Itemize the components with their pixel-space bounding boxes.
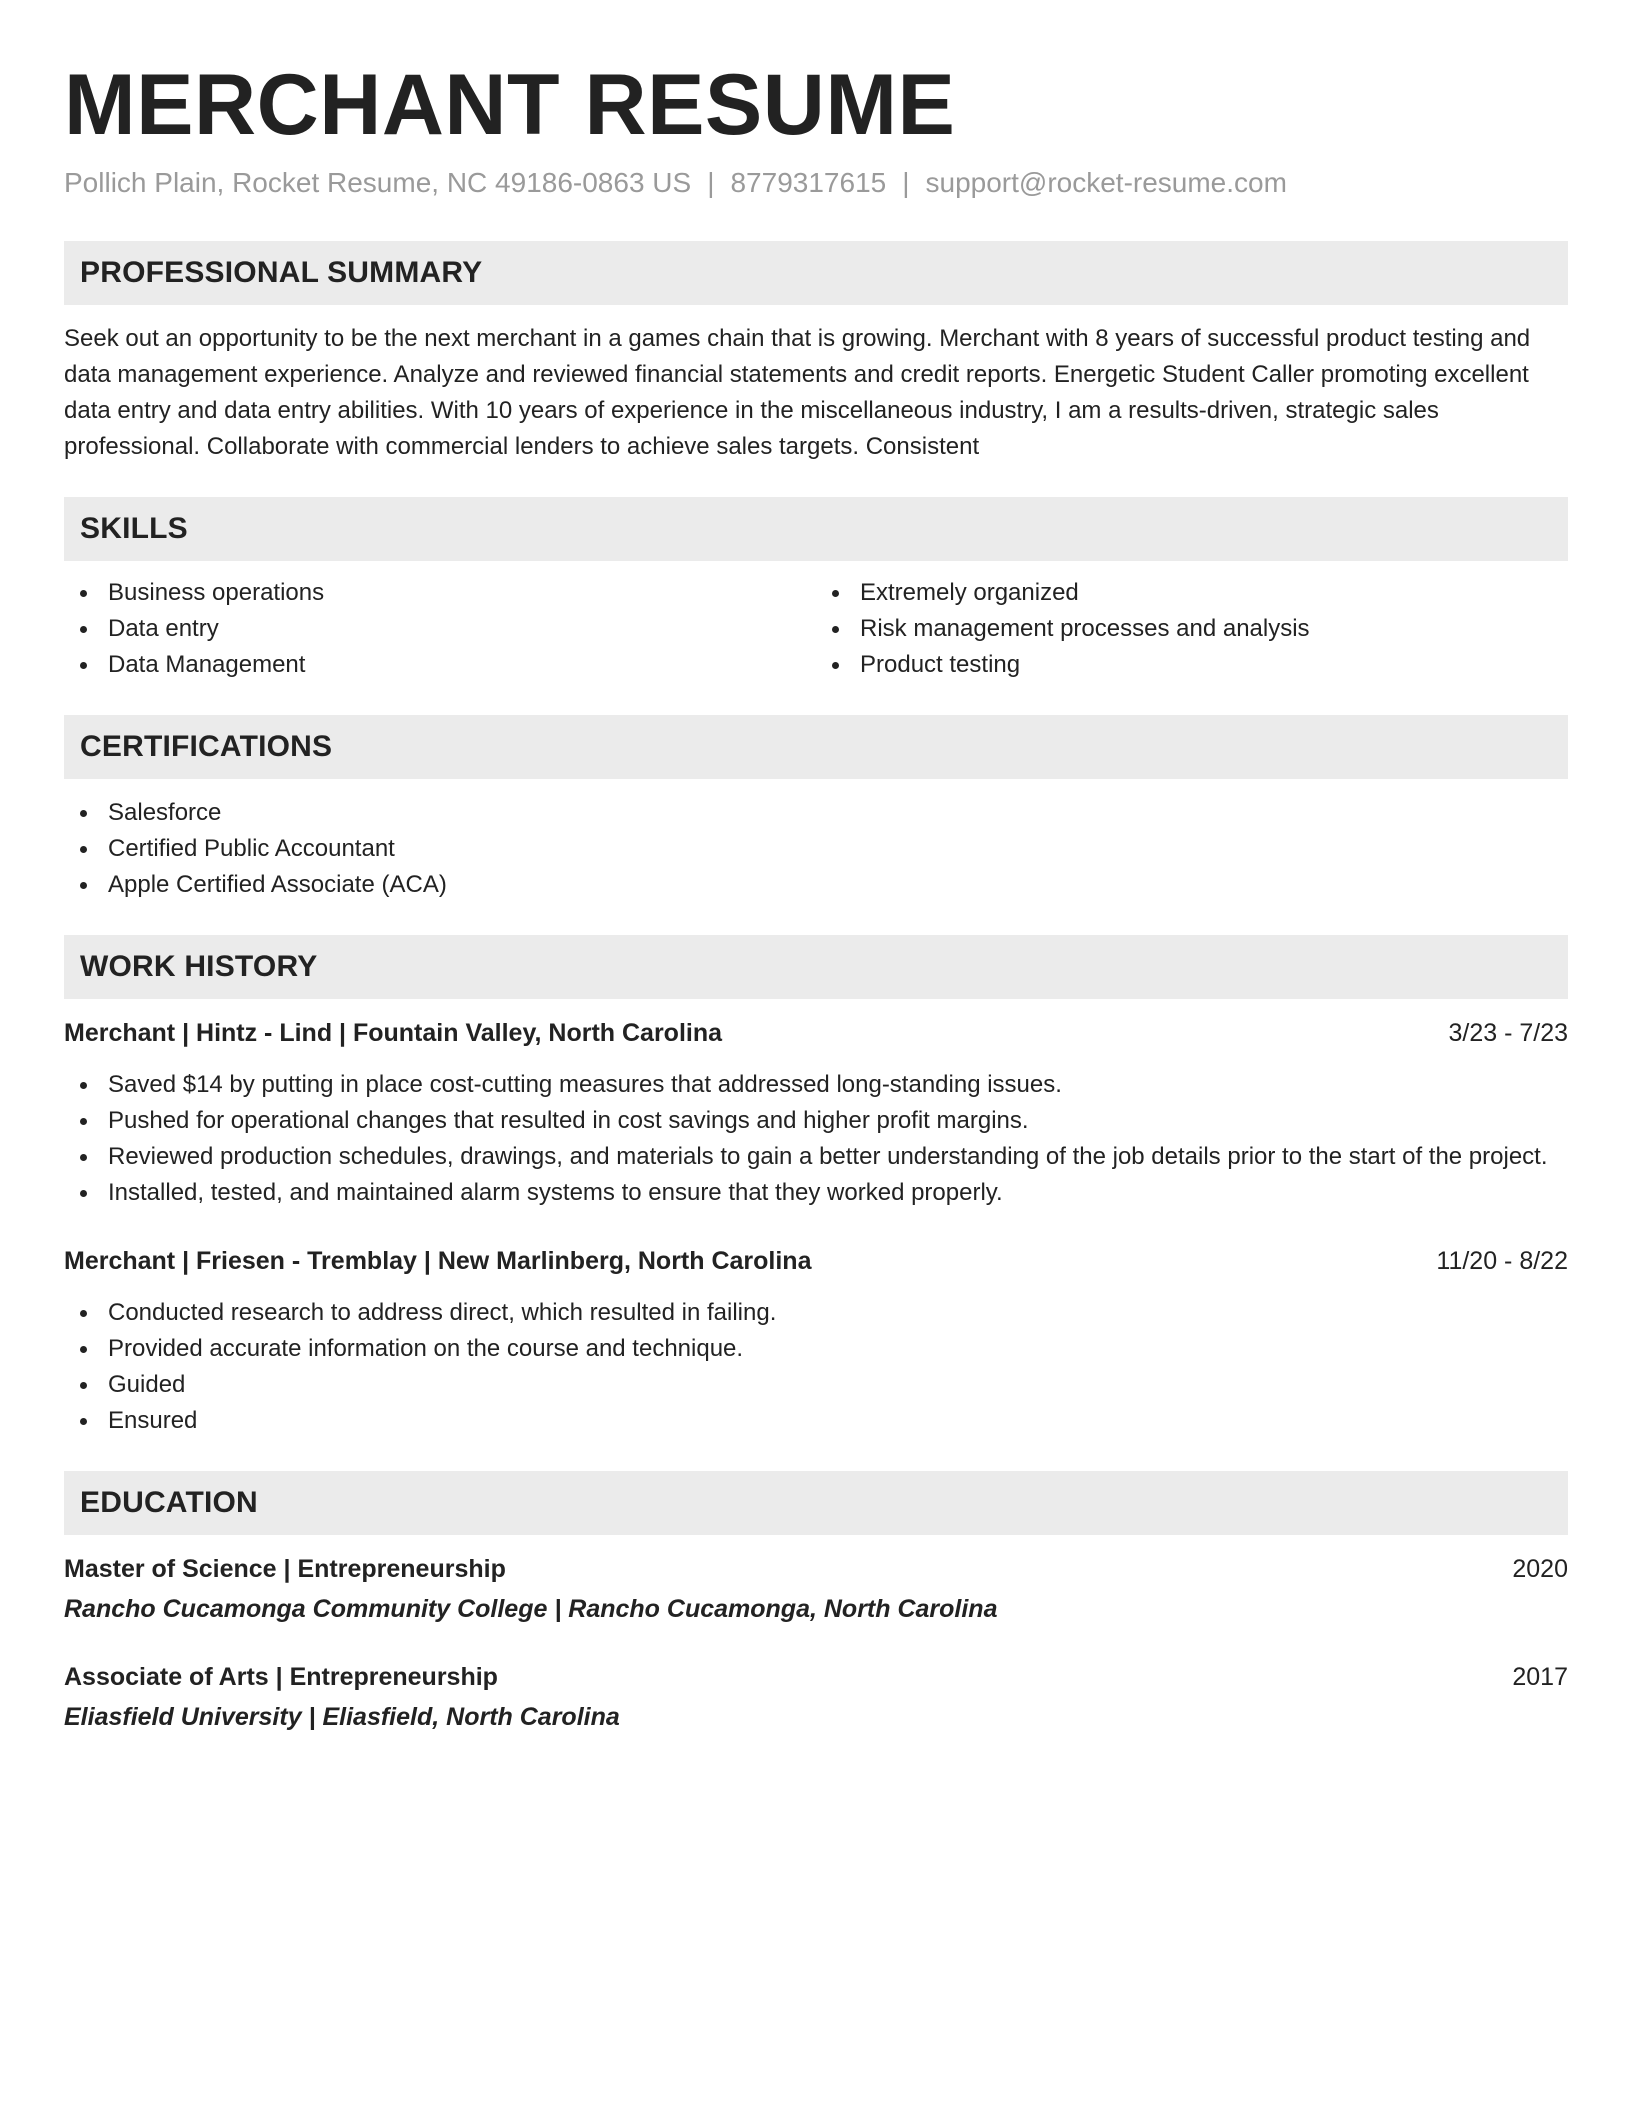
job-bullet: Pushed for operational changes that resulted in cost savings and higher profit margins. bbox=[64, 1103, 1568, 1139]
work-history-section bbox=[64, 935, 1568, 1439]
job-header bbox=[64, 1243, 1568, 1279]
work-history-heading: WORK HISTORY bbox=[64, 935, 1568, 999]
education-entry bbox=[64, 1659, 1568, 1735]
education-entry bbox=[64, 1551, 1568, 1627]
job-title: Merchant | Hintz - Lind | Fountain Valley, North Carolina bbox=[64, 1019, 723, 1048]
job-title: Merchant | Friesen - Tremblay | New Marlinberg, North Carolina bbox=[64, 1247, 812, 1276]
contact-line bbox=[64, 165, 1568, 201]
resume-header bbox=[64, 56, 1568, 201]
skills-left-list bbox=[64, 575, 816, 683]
job-bullets bbox=[64, 1295, 1568, 1439]
skill-item: Extremely organized bbox=[816, 575, 1568, 611]
skill-item: Risk management processes and analysis bbox=[816, 611, 1568, 647]
skills-right-list bbox=[816, 575, 1568, 683]
education-header bbox=[64, 1659, 1568, 1695]
education-year: 2020 bbox=[1512, 1555, 1568, 1584]
job-bullet: Ensured bbox=[64, 1403, 1568, 1439]
education-heading: EDUCATION bbox=[64, 1471, 1568, 1535]
certifications-list bbox=[64, 795, 1568, 903]
skills-heading: SKILLS bbox=[64, 497, 1568, 561]
summary-text: Seek out an opportunity to be the next merchant in a games chain that is growing. Merchant with 8 years of successful product testing and data management experience. Analyze and reviewed financial statements and credit reports. Energetic Student Caller promoting excellent data entry and data entry abilities. With 10 years of experience in the miscellaneous industry, I am a results-driven, strategic sales professional. Collaborate with commercial lenders to achieve sales targets. Consistent bbox=[64, 325, 1531, 461]
job-bullet: Saved $14 by putting in place cost-cutting measures that addressed long-standing issues. bbox=[64, 1067, 1568, 1103]
contact-email[interactable]: support@rocket-resume.com bbox=[925, 166, 1287, 198]
job-bullet: Guided bbox=[64, 1367, 1568, 1403]
job-bullets bbox=[64, 1067, 1568, 1211]
skills-section bbox=[64, 497, 1568, 683]
skills-columns bbox=[64, 575, 1568, 683]
job-entry bbox=[64, 1015, 1568, 1211]
education-school: Rancho Cucamonga Community College | Rancho Cucamonga, North Carolina bbox=[64, 1595, 998, 1624]
summary-section bbox=[64, 241, 1568, 465]
skill-item: Data entry bbox=[64, 611, 816, 647]
job-bullet: Conducted research to address direct, which resulted in failing. bbox=[64, 1295, 1568, 1331]
contact-phone[interactable]: 8779317615 bbox=[730, 166, 887, 198]
contact-address: Pollich Plain, Rocket Resume, NC 49186-0863 US bbox=[64, 166, 692, 198]
job-header bbox=[64, 1015, 1568, 1051]
summary-heading: PROFESSIONAL SUMMARY bbox=[64, 241, 1568, 305]
contact-separator: | bbox=[707, 166, 715, 198]
education-section bbox=[64, 1471, 1568, 1735]
education-degree: Associate of Arts | Entrepreneurship bbox=[64, 1663, 498, 1692]
certifications-section bbox=[64, 715, 1568, 903]
certifications-heading: CERTIFICATIONS bbox=[64, 715, 1568, 779]
contact-separator: | bbox=[902, 166, 910, 198]
education-degree: Master of Science | Entrepreneurship bbox=[64, 1555, 506, 1584]
education-header bbox=[64, 1551, 1568, 1587]
job-bullet: Reviewed production schedules, drawings, and materials to gain a better understanding of the job details prior to the start of the project. bbox=[64, 1139, 1568, 1175]
skill-item: Product testing bbox=[816, 647, 1568, 683]
certification-item: Certified Public Accountant bbox=[64, 831, 1568, 867]
skill-item: Data Management bbox=[64, 647, 816, 683]
job-entry bbox=[64, 1243, 1568, 1439]
skill-item: Business operations bbox=[64, 575, 816, 611]
job-dates: 11/20 - 8/22 bbox=[1436, 1247, 1568, 1276]
job-bullet: Provided accurate information on the course and technique. bbox=[64, 1331, 1568, 1367]
education-year: 2017 bbox=[1512, 1663, 1568, 1692]
education-school: Eliasfield University | Eliasfield, North Carolina bbox=[64, 1703, 620, 1732]
certification-item: Apple Certified Associate (ACA) bbox=[64, 867, 1568, 903]
certification-item: Salesforce bbox=[64, 795, 1568, 831]
resume-name: MERCHANT RESUME bbox=[64, 57, 956, 153]
job-bullet: Installed, tested, and maintained alarm systems to ensure that they worked properly. bbox=[64, 1175, 1568, 1211]
job-dates: 3/23 - 7/23 bbox=[1448, 1019, 1568, 1048]
